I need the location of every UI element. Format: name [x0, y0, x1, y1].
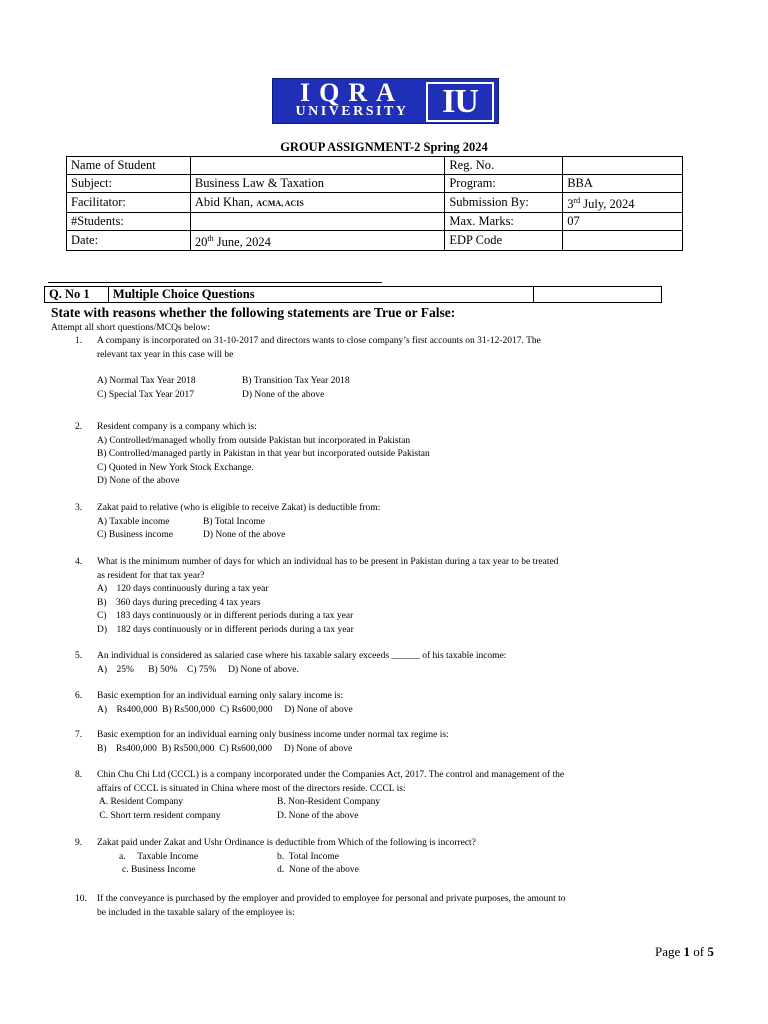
- info-label: Subject:: [67, 175, 191, 193]
- question-line: relevant tax year in this case will be: [97, 349, 234, 360]
- option-row: [97, 851, 662, 865]
- option: A) Normal Tax Year 2018: [97, 376, 196, 386]
- submission-month-year: July, 2024: [580, 197, 635, 212]
- question-num: 10.: [75, 894, 87, 904]
- option: D) 182 days continuously or in different periods during a tax year: [97, 624, 354, 635]
- logo-university-text: UNIVERSITY: [295, 104, 409, 119]
- question-line: Basic exemption for an individual earning only salary income is:: [97, 691, 344, 701]
- info-row: [67, 193, 683, 213]
- option: B) 360 days during preceding 4 tax years: [97, 597, 261, 608]
- option-row: [97, 796, 662, 810]
- option-row: [97, 516, 662, 530]
- question-line: Zakat paid to relative (who is eligible to receive Zakat) is deductible from:: [97, 503, 381, 513]
- question-text: [97, 837, 662, 878]
- submission-date: [563, 193, 683, 213]
- option: C) Special Tax Year 2017: [97, 389, 195, 400]
- option-row: [97, 864, 662, 878]
- max-marks-value: 07: [563, 213, 683, 231]
- question-num: 2.: [75, 422, 83, 432]
- facilitator-value: [190, 193, 444, 213]
- option: B) Transition Tax Year 2018: [242, 376, 350, 386]
- option: D) None of the above: [203, 530, 286, 540]
- option: C) Business income: [97, 530, 173, 540]
- question-line: Basic exemption for an individual earning only business income under normal tax regime is:: [97, 730, 449, 740]
- question-text: [97, 421, 662, 489]
- question-text: [97, 769, 662, 823]
- info-row: [67, 157, 683, 175]
- question-num: 9.: [75, 838, 83, 848]
- option: D. None of the above: [277, 810, 359, 821]
- option-row: [97, 389, 662, 403]
- question-line: Resident company is a company which is:: [97, 422, 257, 432]
- info-row: [67, 231, 683, 251]
- info-label: Max. Marks:: [445, 213, 563, 231]
- option-row: A) 25% B) 50% C) 75% D) None of above.: [97, 664, 299, 675]
- question-marks-cell: [534, 287, 662, 303]
- facilitator-name: Abid Khan,: [194, 194, 254, 209]
- option: D) None of the above: [242, 389, 325, 400]
- info-label: #Students:: [67, 213, 191, 231]
- issue-date: [190, 231, 444, 251]
- option-row: B) Rs400,000 B) Rs500,000 C) Rs600,000 D) None of above: [97, 743, 353, 754]
- option: c. Business Income: [122, 865, 196, 875]
- program-value: BBA: [563, 175, 683, 193]
- page-total: 5: [707, 944, 714, 959]
- student-info-table: [66, 156, 683, 251]
- info-label: EDP Code: [445, 231, 563, 251]
- question-title: Multiple Choice Questions: [108, 287, 533, 303]
- option: b. Total Income: [277, 851, 339, 862]
- option: B) Controlled/managed partly in Pakistan in that year but incorporated outside Pakistan: [97, 449, 430, 459]
- question-num: 8.: [75, 770, 83, 780]
- assignment-title: GROUP ASSIGNMENT-2 Spring 2024: [280, 140, 488, 154]
- question-line: What is the minimum number of days for which an individual has to be present in Pakistan during a tax year to be treated: [97, 557, 559, 567]
- page-number: [655, 944, 714, 960]
- info-label: Reg. No.: [445, 157, 563, 175]
- question-line: as resident for that tax year?: [97, 570, 205, 581]
- option-row: [97, 529, 662, 543]
- question-line: Chin Chu Chi Ltd (CCCL) is a company incorporated under the Companies Act, 2017. The control and management of the: [97, 770, 565, 780]
- option-row: [97, 375, 662, 389]
- info-label: Program:: [445, 175, 563, 193]
- page-current: 1: [683, 944, 691, 959]
- subject-value: Business Law & Taxation: [190, 175, 444, 193]
- question-num: 1.: [75, 336, 83, 346]
- question-num: 4.: [75, 557, 83, 567]
- option: A) Taxable income: [97, 516, 170, 527]
- option: a. Taxable Income: [119, 851, 199, 862]
- info-label: Submission By:: [445, 193, 563, 213]
- question-line: Zakat paid under Zakat and Ushr Ordinance is deductible from Which of the following is incorrect?: [97, 838, 476, 848]
- question-text: [97, 690, 662, 717]
- option: C) Quoted in New York Stock Exchange.: [97, 462, 254, 473]
- question-header-table: [44, 286, 662, 303]
- info-row: [67, 175, 683, 193]
- instruction-text: Attempt all short questions/MCQs below:: [51, 323, 210, 333]
- date-month-year: June, 2024: [213, 235, 271, 250]
- divider-line: [48, 282, 382, 283]
- info-label: Name of Student: [67, 157, 191, 175]
- option: C. Short term resident company: [97, 810, 221, 821]
- question-text: [97, 729, 662, 756]
- option: B. Non-Resident Company: [277, 797, 381, 807]
- question-text: [97, 650, 662, 677]
- question-line: A company is incorporated on 31-10-2017 and directors wants to close company’s first accounts on 31-12-2017. The: [97, 336, 541, 346]
- option-row: A) Rs400,000 B) Rs500,000 C) Rs600,000 D) None of above: [97, 704, 353, 715]
- question-num: 7.: [75, 730, 83, 740]
- question-header-row: [45, 287, 662, 303]
- question-line: affairs of CCCL is situated in China where most of the directors reside. CCCL is:: [97, 783, 406, 794]
- date-day-suffix: th: [207, 234, 214, 244]
- instruction-heading: State with reasons whether the following statements are True or False:: [51, 305, 456, 320]
- info-label: Facilitator:: [67, 193, 191, 213]
- question-num: 6.: [75, 691, 83, 701]
- question-text: [97, 893, 662, 920]
- student-name-field[interactable]: [190, 157, 444, 175]
- option: A. Resident Company: [97, 797, 184, 807]
- question-text: [97, 502, 662, 543]
- question-num: 3.: [75, 503, 83, 513]
- reg-no-field[interactable]: [563, 157, 683, 175]
- question-line: An individual is considered as salaried case where his taxable salary exceeds ______ of his taxable income:: [97, 651, 507, 661]
- option: A) Controlled/managed wholly from outside Pakistan but incorporated in Pakistan: [97, 435, 411, 446]
- question-text: [97, 335, 662, 402]
- option: d. None of the above: [277, 865, 359, 875]
- university-logo: [272, 78, 499, 124]
- question-text: [97, 556, 662, 637]
- page-prefix: Page: [655, 944, 684, 959]
- question-line: be included in the taxable salary of the employee is:: [97, 907, 295, 918]
- page-of: of: [690, 944, 708, 959]
- submission-day: 3: [567, 197, 574, 212]
- question-line: If the conveyance is purchased by the employer and provided to employee for personal and private purposes, the amount to: [97, 894, 566, 904]
- option: A) 120 days continuously during a tax year: [97, 584, 269, 594]
- option: B) Total Income: [203, 516, 265, 527]
- info-label: Date:: [67, 231, 191, 251]
- facilitator-qualifications: ACMA, ACIS: [256, 198, 304, 208]
- edp-code-field[interactable]: [563, 231, 683, 251]
- option: D) None of the above: [97, 476, 180, 486]
- submission-day-suffix: rd: [573, 196, 581, 205]
- option: C) 183 days continuously or in different periods during a tax year: [97, 611, 354, 621]
- question-num: 5.: [75, 651, 83, 661]
- option-row: [97, 810, 662, 824]
- date-day: 20: [194, 235, 208, 250]
- students-field[interactable]: [190, 213, 444, 231]
- info-row: [67, 213, 683, 231]
- logo-iqra-text: IQRA: [300, 78, 404, 107]
- question-number: Q. No 1: [45, 287, 109, 303]
- logo-iu-mark: IU: [426, 82, 494, 122]
